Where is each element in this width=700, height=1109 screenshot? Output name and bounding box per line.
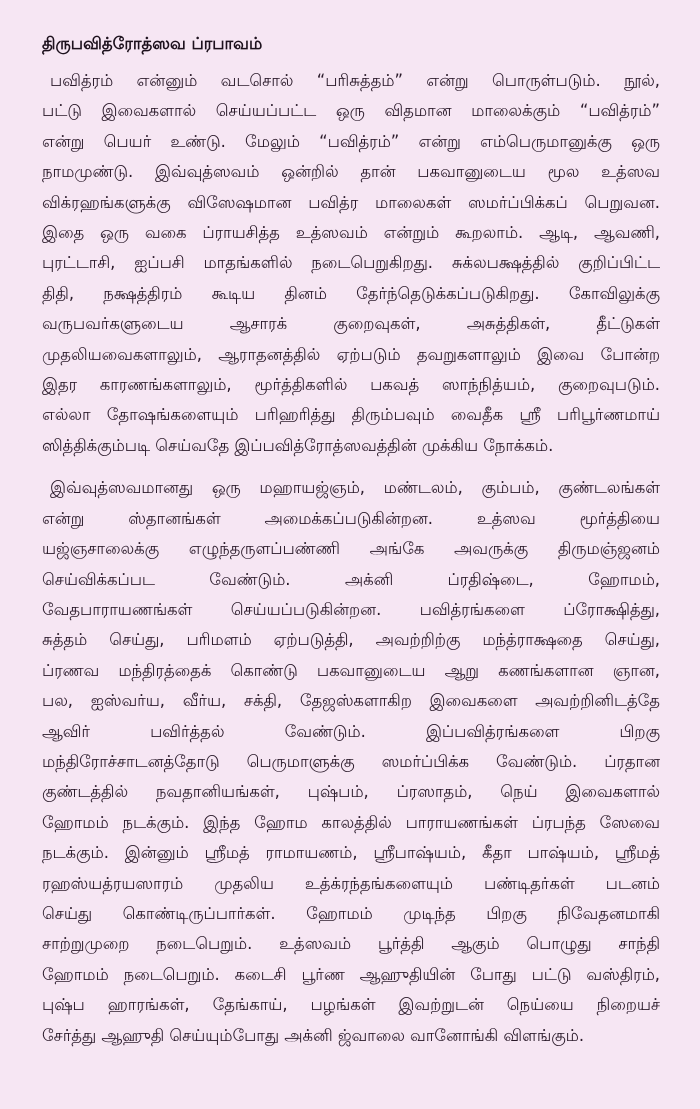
text-line: முதலியவைகளாலும், ஆராதனத்தில் ஏற்படும் தவறுகளாலும் இவை போன்ற <box>42 344 660 364</box>
text-line: வருபவர்களுடைய ஆசாரக் குறைவுகள், அசுத்திகள், தீட்டுகள் <box>42 314 660 334</box>
text-line: எல்லா தோஷங்களையும் பரிஹரித்து திரும்பவும் வைதீக ஸ்ரீ பரிபூர்ணமாய் <box>42 405 660 425</box>
text-line: ரஹஸ்யத்ரயஸாரம் முதலிய உத்க்ரந்தங்களையும் பண்டிதர்கள் படனம் <box>42 873 660 893</box>
text-line: விக்ரஹங்களுக்கு விஸேஷமான பவித்ர மாலைகள் ஸமர்ப்பிக்கப் பெறுவன. <box>42 192 660 212</box>
text-line: ஹோமம் நடைபெறும். கடைசி பூர்ண ஆஹுதியின் போது பட்டு வஸ்திரம், <box>42 964 660 984</box>
paragraph-gap <box>42 461 660 473</box>
text-line: நாமமுண்டு. இவ்வுத்ஸவம் ஒன்றில் தான் பகவானுடைய மூல உத்ஸவ <box>42 162 660 182</box>
text-line: குண்டத்தில் நவதானியங்கள், புஷ்பம், ப்ரஸாதம், நெய் இவைகளால் <box>42 782 660 802</box>
text-line: என்று பெயர் உண்டு. மேலும் “பவித்ரம்” என்று எம்பெருமானுக்கு ஒரு <box>42 131 660 151</box>
paragraph-2 <box>42 473 660 1051</box>
text-line: புஷ்ப ஹாரங்கள், தேங்காய், பழங்கள் இவற்றுடன் நெய்யை நிறையச் <box>42 995 660 1015</box>
text-line: ஸித்திக்கும்படி செய்வதே இப்பவித்ரோத்ஸவத்தின் முக்கிய நோக்கம். <box>42 435 554 455</box>
text-line: திதி, நக்ஷத்திரம் கூடிய தினம் தேர்ந்தெடுக்கப்படுகிறது. கோவிலுக்கு <box>42 283 660 303</box>
text-line: யஜ்ஞசாலைக்கு எழுந்தருளப்பண்ணி அங்கே அவருக்கு திருமஞ்ஜனம் <box>42 539 660 559</box>
text-line: சேர்த்து ஆஹுதி செய்யும்போது அக்னி ஜ்வாலை வானோங்கி விளங்கும். <box>42 1025 585 1045</box>
text-line: செய்விக்கப்பட வேண்டும். அக்னி ப்ரதிஷ்டை, ஹோமம், <box>42 569 660 589</box>
text-line: இதர காரணங்களாலும், மூர்த்திகளில் பகவத் ஸாந்நித்யம், குறைவுபடும். <box>42 375 660 395</box>
text-line: சுத்தம் செய்து, பரிமளம் ஏற்படுத்தி, அவற்றிற்கு மந்த்ராக்ஷதை செய்து, <box>42 630 660 650</box>
text-line: பட்டு இவைகளால் செய்யப்பட்ட ஒரு விதமான மாலைக்கும் “பவித்ரம்” <box>42 101 660 121</box>
text-line: ஹோமம் நடக்கும். இந்த ஹோம காலத்தில் பாராயணங்கள் ப்ரபந்த ஸேவை <box>42 812 660 832</box>
text-line: வேதபாராயணங்கள் செய்யப்படுகின்றன. பவித்ரங்களை ப்ரோக்ஷித்து, <box>42 599 660 619</box>
text-line: இதை ஒரு வகை ப்ராயசித்த உத்ஸவம் என்றும் கூறலாம். ஆடி, ஆவணி, <box>42 223 660 243</box>
text-line: செய்து கொண்டிருப்பார்கள். ஹோமம் முடிந்த பிறகு நிவேதனமாகி <box>42 903 660 923</box>
text-line: சாற்றுமுறை நடைபெறும். உத்ஸவம் பூர்த்தி ஆகும் பொழுது சாந்தி <box>42 934 660 954</box>
text-line: ஆவிர் பவிர்த்தல் வேண்டும். இப்பவித்ரங்களை பிறகு <box>42 721 660 741</box>
text-line: மந்திரோச்சாடனத்தோடு பெருமாளுக்கு ஸமர்ப்பிக்க வேண்டும். ப்ரதான <box>42 751 660 771</box>
text-line: புரட்டாசி, ஐப்பசி மாதங்களில் நடைபெறுகிறது. சுக்லபக்ஷத்தில் குறிப்பிட்ட <box>42 253 660 273</box>
text-line: என்று ஸ்தானங்கள் அமைக்கப்படுகின்றன. உத்ஸவ மூர்த்தியை <box>42 508 660 528</box>
text-line: பவித்ரம் என்னும் வடசொல் “பரிசுத்தம்” என்று பொருள்படும். நூல், <box>50 71 660 90</box>
text-line: நடக்கும். இன்னும் ஸ்ரீமத் ராமாயணம், ஸ்ரீபாஷ்யம், கீதா பாஷ்யம், ஸ்ரீமத் <box>42 843 660 863</box>
paragraph-1 <box>42 66 660 461</box>
text-line: பல, ஐஸ்வர்ய, வீர்ய, சக்தி, தேஜஸ்களாகிற இவைகளை அவற்றினிடத்தே <box>42 691 660 711</box>
text-line: இவ்வுத்ஸவமானது ஒரு மஹாயஜ்ஞம், மண்டலம், கும்பம், குண்டலங்கள் <box>50 478 660 498</box>
text-line: ப்ரணவ மந்திரத்தைக் கொண்டு பகவானுடைய ஆறு கணங்களான ஞான, <box>42 660 660 680</box>
page-title: திருபவித்ரோத்ஸவ ப்ரபாவம் <box>42 34 263 53</box>
